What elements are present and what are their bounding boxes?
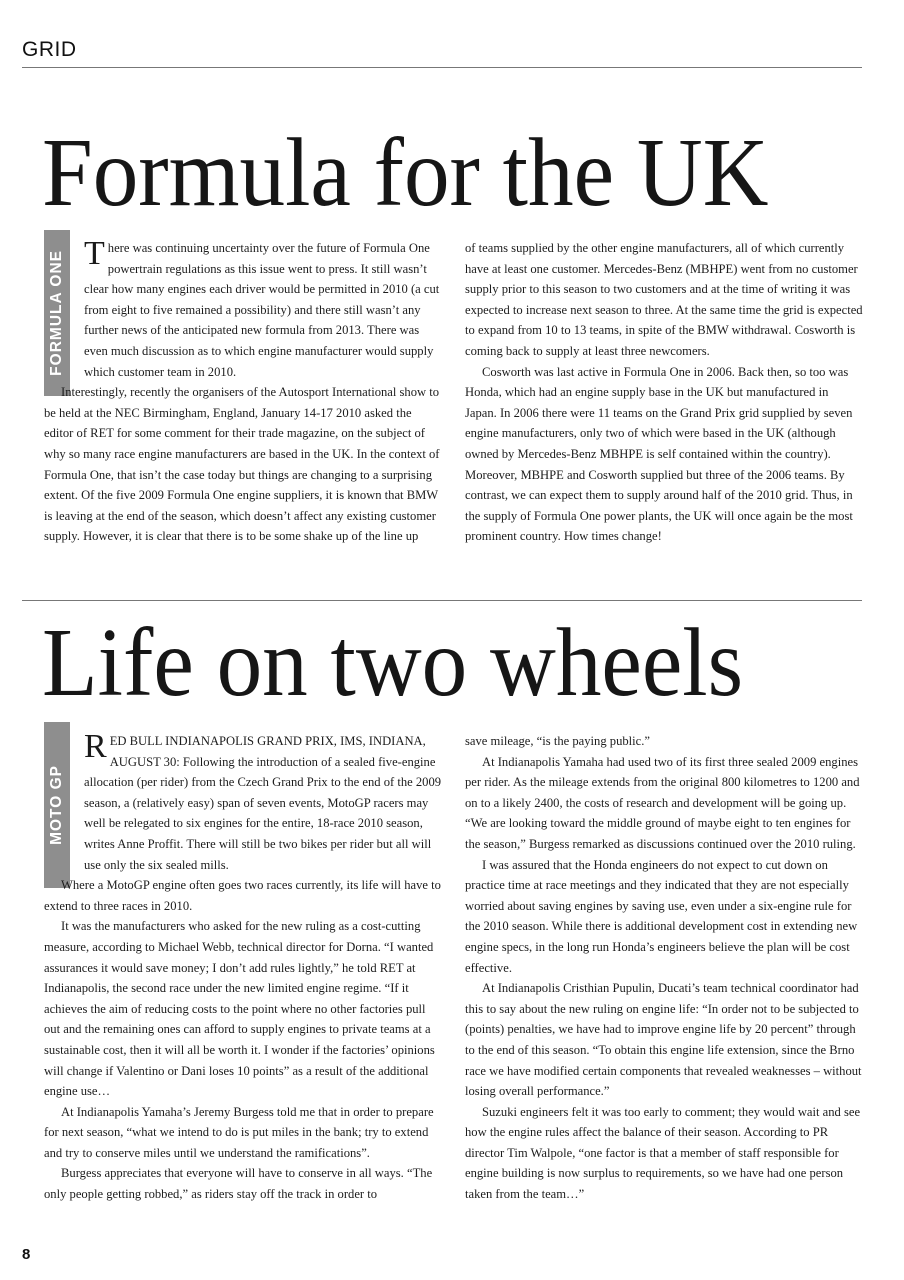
formula-one-tab-label: FORMULA ONE: [48, 250, 65, 376]
article1-lead: [44, 235, 442, 382]
article2-paragraph: At Indianapolis Yamaha had used two of its first three sealed 2009 engines per rider. As the mileage extends from the original 800 kilometres to 1200 and on to a likely 2400, the costs of research and development will be going up. “We are looking toward the middle ground of maybe eight to ten engines for the season,” Burgess remarked as discussions continued over the 2010 ruling.: [465, 754, 860, 851]
article2-lead-text: ED BULL INDIANAPOLIS GRAND PRIX, IMS, INDIANA, AUGUST 30: Following the introduction of a sealed five-engine allocation (per rider) from the Czech Grand Prix to the end of the 2009 season, a (relatively easy) span of seven events, MotoGP racers may well be relegated to six engines for the entire, 18-race 2010 season, writes Anne Proffit. There will still be two bikes per rider but all will use only the six sealed mills.: [84, 734, 442, 872]
article2-paragraph: It was the manufacturers who asked for the new ruling as a cost-cutting measure, according to Michael Webb, technical director for Dorna. “I wanted assurances it would save money; I don’t add rules lightly,” he told RET at Indianapolis, the second race under the new limited engine regime. “If it achieves the aim of reducing costs to the point where no other factories pull out and the remaining ones can afford to supply engines to private teams at a sustainable cost, then it will all be worth it. I wonder if the factories’ opinions will change if Valentino or Dani loses 10 points” as a result of the additional engine use…: [44, 919, 435, 1099]
article2-dropcap: R: [84, 728, 107, 765]
headline-formula-for-the-uk: Formula for the UK: [42, 119, 769, 227]
article1-right-column: [465, 238, 863, 547]
article2-lead: [44, 728, 442, 875]
article2-right-column: [465, 731, 863, 1205]
section-label: GRID: [22, 38, 77, 61]
article2-paragraph: Where a MotoGP engine often goes two races currently, its life will have to extend to three races in 2010.: [44, 878, 441, 913]
article1-paragraph: Interestingly, recently the organisers of the Autosport International show to be held at the NEC Birmingham, England, January 14-17 2010 asked the editor of RET for some comment for their trade magazine, on the subject of why so many race engine manufacturers are based in the UK. In the context of Formula One, that isn’t the case today but things are changing to a surprising extent. Of the five 2009 Formula One engine suppliers, it is known that BMW is leaving at the end of the season, which doesn’t affect any existing customer supply. However, it is clear that there is to be some shake up of the line up: [44, 385, 440, 544]
article2-paragraph: save mileage, “is the paying public.”: [465, 734, 650, 748]
article2-paragraph: At Indianapolis Cristhian Pupulin, Ducati’s team technical coordinator had this to say about the new ruling on engine life: “In order not to be subjected to (points) penalties, we have had to improve engine life by 20 percent” through to the end of this season. “To obtain this engine life extension, since the Brno race we have modified certain components that revealed weaknesses – without losing overall performance.”: [465, 981, 862, 1099]
headline-life-on-two-wheels: Life on two wheels: [42, 609, 744, 717]
article-divider: [22, 600, 862, 601]
header-rule: [22, 67, 862, 68]
page-number: 8: [22, 1246, 31, 1263]
article1-left-column: [44, 235, 442, 547]
article1-paragraph: of teams supplied by the other engine manufacturers, all of which currently have at least one customer. Mercedes-Benz (MBHPE) went from no customer supply prior to this season to two customers and at the time of writing it was expected to increase next season to three. At the same time the grid is expected to expand from 10 to 13 teams, in spite of the BMW withdrawal. Cosworth is coming back to supply at least three newcomers.: [465, 241, 863, 358]
article2-paragraph: At Indianapolis Yamaha’s Jeremy Burgess told me that in order to prepare for next season, “what we intend to do is put miles in the bank; try to extend and try to conserve miles until we understand the ramifications”.: [44, 1104, 434, 1160]
article2-paragraph: I was assured that the Honda engineers do not expect to cut down on practice time at race meetings and they indicated that they are not especially worried about saving engines by saving use, even under a six-engine rule for the 2010 season. While there is additional development cost in extending new engine specs, in the long run Honda’s engineers believe the plan will be cost effective.: [465, 857, 858, 975]
article2-left-column: [44, 728, 442, 1205]
article1-dropcap: T: [84, 235, 105, 272]
article2-paragraph: Burgess appreciates that everyone will have to conserve in all ways. “The only people getting robbed,” as riders stay off the track in order to: [44, 1166, 433, 1202]
moto-gp-tab-label: MOTO GP: [48, 765, 65, 845]
article1-paragraph: Cosworth was last active in Formula One in 2006. Back then, so too was Honda, which had an engine supply base in the UK but manufactured in Japan. In 2006 there were 11 teams on the Grand Prix grid supplied by seven engine manufacturers, only two of which were based in the UK (although owned by Mercedes-Benz MBHPE is self contained within the country). Moreover, MBHPE and Cosworth supplied but three of the 2006 teams. By contrast, we can expect them to supply around half of the 2010 grid. Thus, in the supply of Formula One power plants, the UK will once again be the most prominent country. How times change!: [465, 364, 853, 544]
article1-lead-text: here was continuing uncertainty over the future of Formula One powertrain regulations as this issue went to press. It still wasn’t clear how many engines each driver would be permitted in 2010 (a cut from eight to five remained a possibility) and there still wasn’t any further news of the anticipated new formula from 2013. There was even much discussion as to which engine manufacturer would supply which customer team in 2010.: [84, 241, 440, 379]
article2-paragraph: Suzuki engineers felt it was too early to comment; they would wait and see how the engine rules affect the balance of their season. According to PR director Tim Walpole, “one factor is that a member of staff responsible for engine building is now surplus to requirements, so we have had one person taken from the team…”: [465, 1104, 861, 1202]
